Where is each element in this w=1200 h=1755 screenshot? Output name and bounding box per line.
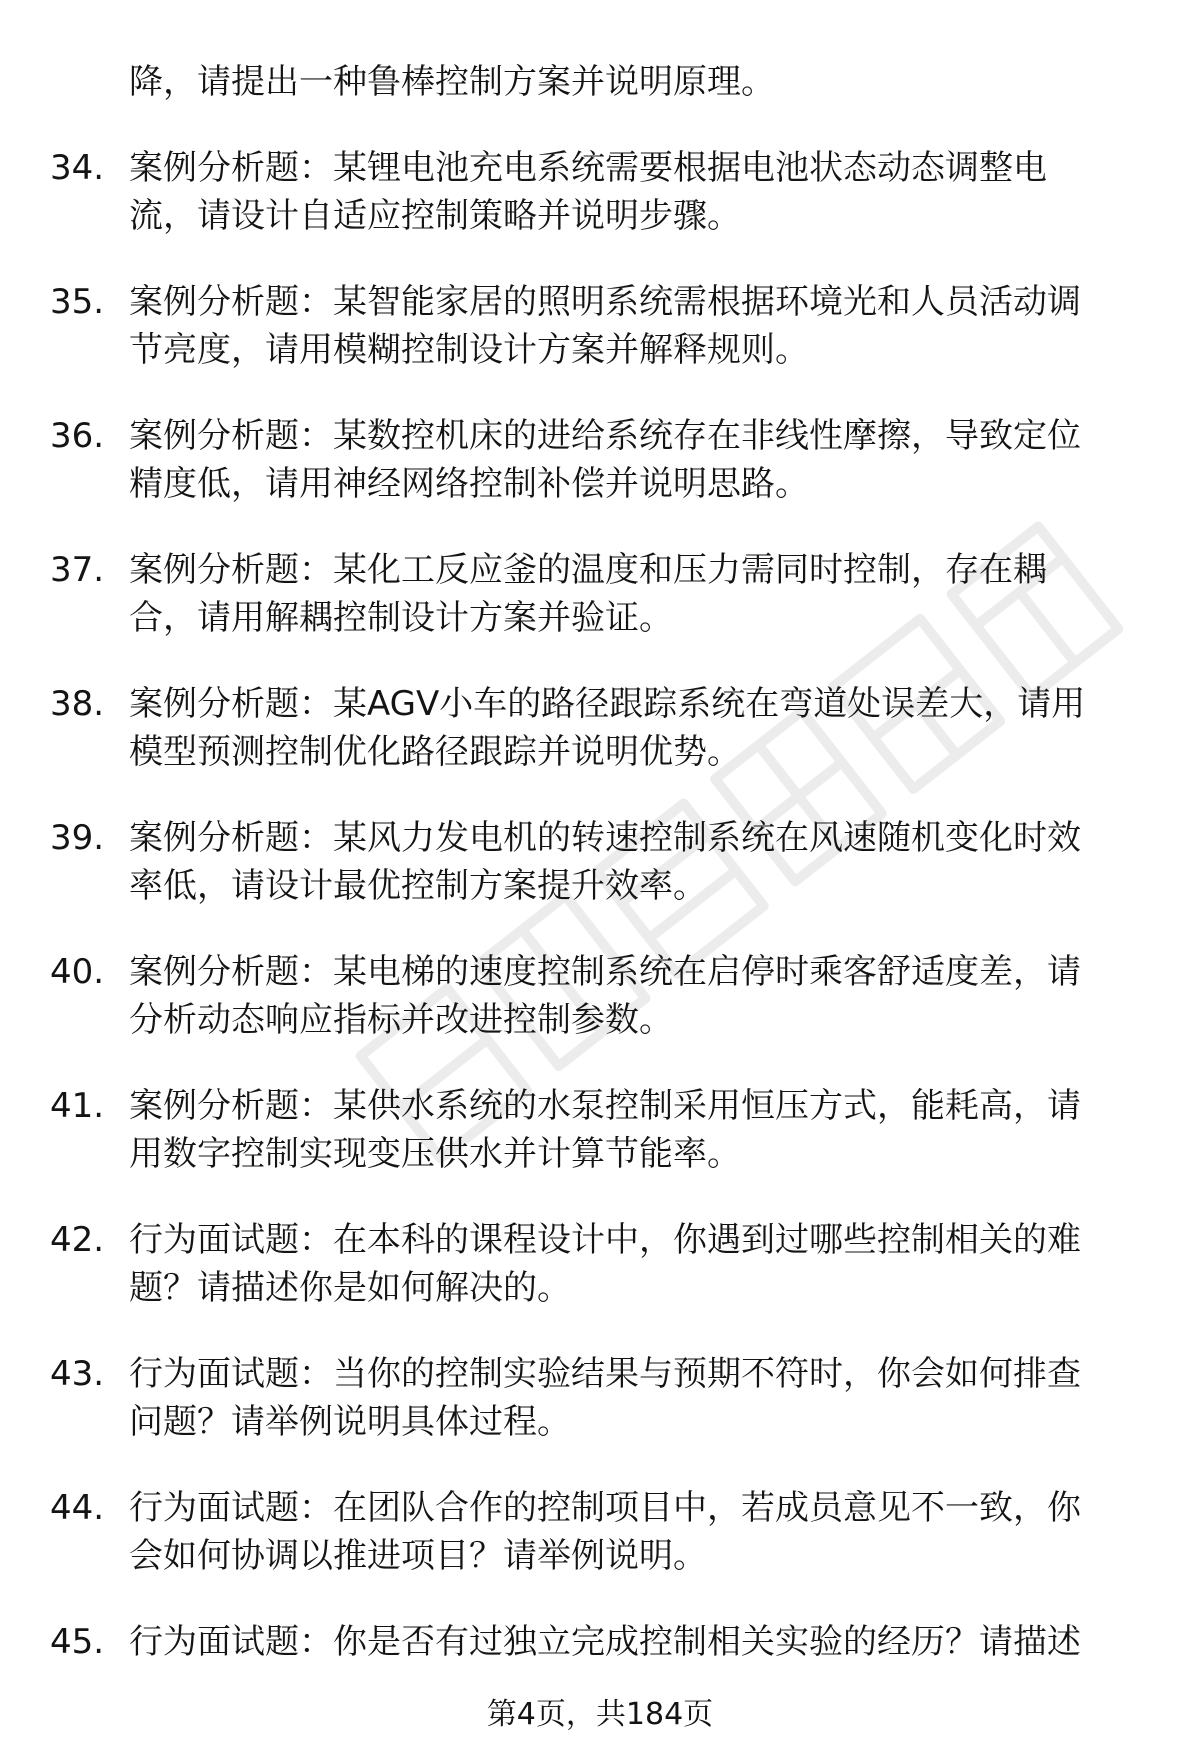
question-line: 案例分析题：某供水系统的水泵控制采用恒压方式，能耗高，请: [129, 1086, 1081, 1126]
question-item: [0, 1341, 1200, 1475]
question-number: 36.: [50, 416, 105, 456]
question-number: 41.: [50, 1086, 105, 1126]
question-text: [129, 1618, 1139, 1666]
question-line: 案例分析题：某电梯的速度控制系统在启停时乘客舒适度差，请: [129, 952, 1081, 992]
question-text: [129, 680, 1139, 776]
question-number: 43.: [50, 1354, 105, 1394]
question-line: 会如何协调以推进项目？请举例说明。: [129, 1536, 707, 1576]
question-text: [129, 1484, 1139, 1580]
question-line: 题？请描述你是如何解决的。: [129, 1268, 571, 1308]
question-line: 节亮度，请用模糊控制设计方案并解释规则。: [129, 330, 809, 370]
question-line: 问题？请举例说明具体过程。: [129, 1402, 571, 1442]
question-line: 行为面试题：在本科的课程设计中，你遇到过哪些控制相关的难: [129, 1220, 1081, 1260]
question-line: 精度低，请用神经网络控制补偿并说明思路。: [129, 464, 809, 504]
question-text: [129, 1350, 1139, 1446]
question-number: 42.: [50, 1220, 105, 1260]
question-line: 案例分析题：某锂电池充电系统需要根据电池状态动态调整电: [129, 148, 1047, 188]
question-number: 38.: [50, 684, 105, 724]
continuation-line: 降，请提出一种鲁棒控制方案并说明原理。: [129, 62, 775, 102]
question-line: 合，请用解耦控制设计方案并验证。: [129, 598, 673, 638]
question-item: [0, 1207, 1200, 1341]
question-number: 45.: [50, 1622, 105, 1662]
question-line: 模型预测控制优化路径跟踪并说明优势。: [129, 732, 741, 772]
question-item: [0, 269, 1200, 403]
question-item: [0, 403, 1200, 537]
question-item: [0, 537, 1200, 671]
question-number: 37.: [50, 550, 105, 590]
question-text: [129, 546, 1139, 642]
page-footer: 第4页，共184页: [486, 1697, 714, 1732]
question-number: 40.: [50, 952, 105, 992]
question-line: 率低，请设计最优控制方案提升效率。: [129, 866, 707, 906]
question-number: 44.: [50, 1488, 105, 1528]
question-item: [0, 1475, 1200, 1609]
question-number: 35.: [50, 282, 105, 322]
question-item: [0, 1073, 1200, 1207]
question-line: 案例分析题：某数控机床的进给系统存在非线性摩擦，导致定位: [129, 416, 1081, 456]
question-line: 流，请设计自适应控制策略并说明步骤。: [129, 196, 741, 236]
question-text: [129, 814, 1139, 910]
question-text: [129, 278, 1139, 374]
question-line: 行为面试题：在团队合作的控制项目中，若成员意见不一致，你: [129, 1488, 1081, 1528]
question-number: 39.: [50, 818, 105, 858]
question-line: 案例分析题：某AGV小车的路径跟踪系统在弯道处误差大，请用: [129, 684, 1086, 724]
question-text: [129, 144, 1139, 240]
question-text: [129, 948, 1139, 1044]
question-line: 案例分析题：某智能家居的照明系统需根据环境光和人员活动调: [129, 282, 1081, 322]
question-line: 行为面试题：你是否有过独立完成控制相关实验的经历？请描述: [129, 1622, 1081, 1662]
question-text: [129, 1082, 1139, 1178]
question-number: 34.: [50, 148, 105, 188]
question-line: 行为面试题：当你的控制实验结果与预期不符时，你会如何排查: [129, 1354, 1081, 1394]
question-item: [0, 805, 1200, 939]
question-text: [129, 412, 1139, 508]
question-line: 案例分析题：某化工反应釜的温度和压力需同时控制，存在耦: [129, 550, 1047, 590]
question-item: [0, 939, 1200, 1073]
question-list: [0, 135, 1200, 1743]
question-text: [129, 1216, 1139, 1312]
question-line: 分析动态响应指标并改进控制参数。: [129, 1000, 673, 1040]
question-line: 用数字控制实现变压供水并计算节能率。: [129, 1134, 741, 1174]
question-item: [0, 671, 1200, 805]
question-item: [0, 135, 1200, 269]
question-line: 案例分析题：某风力发电机的转速控制系统在风速随机变化时效: [129, 818, 1081, 858]
